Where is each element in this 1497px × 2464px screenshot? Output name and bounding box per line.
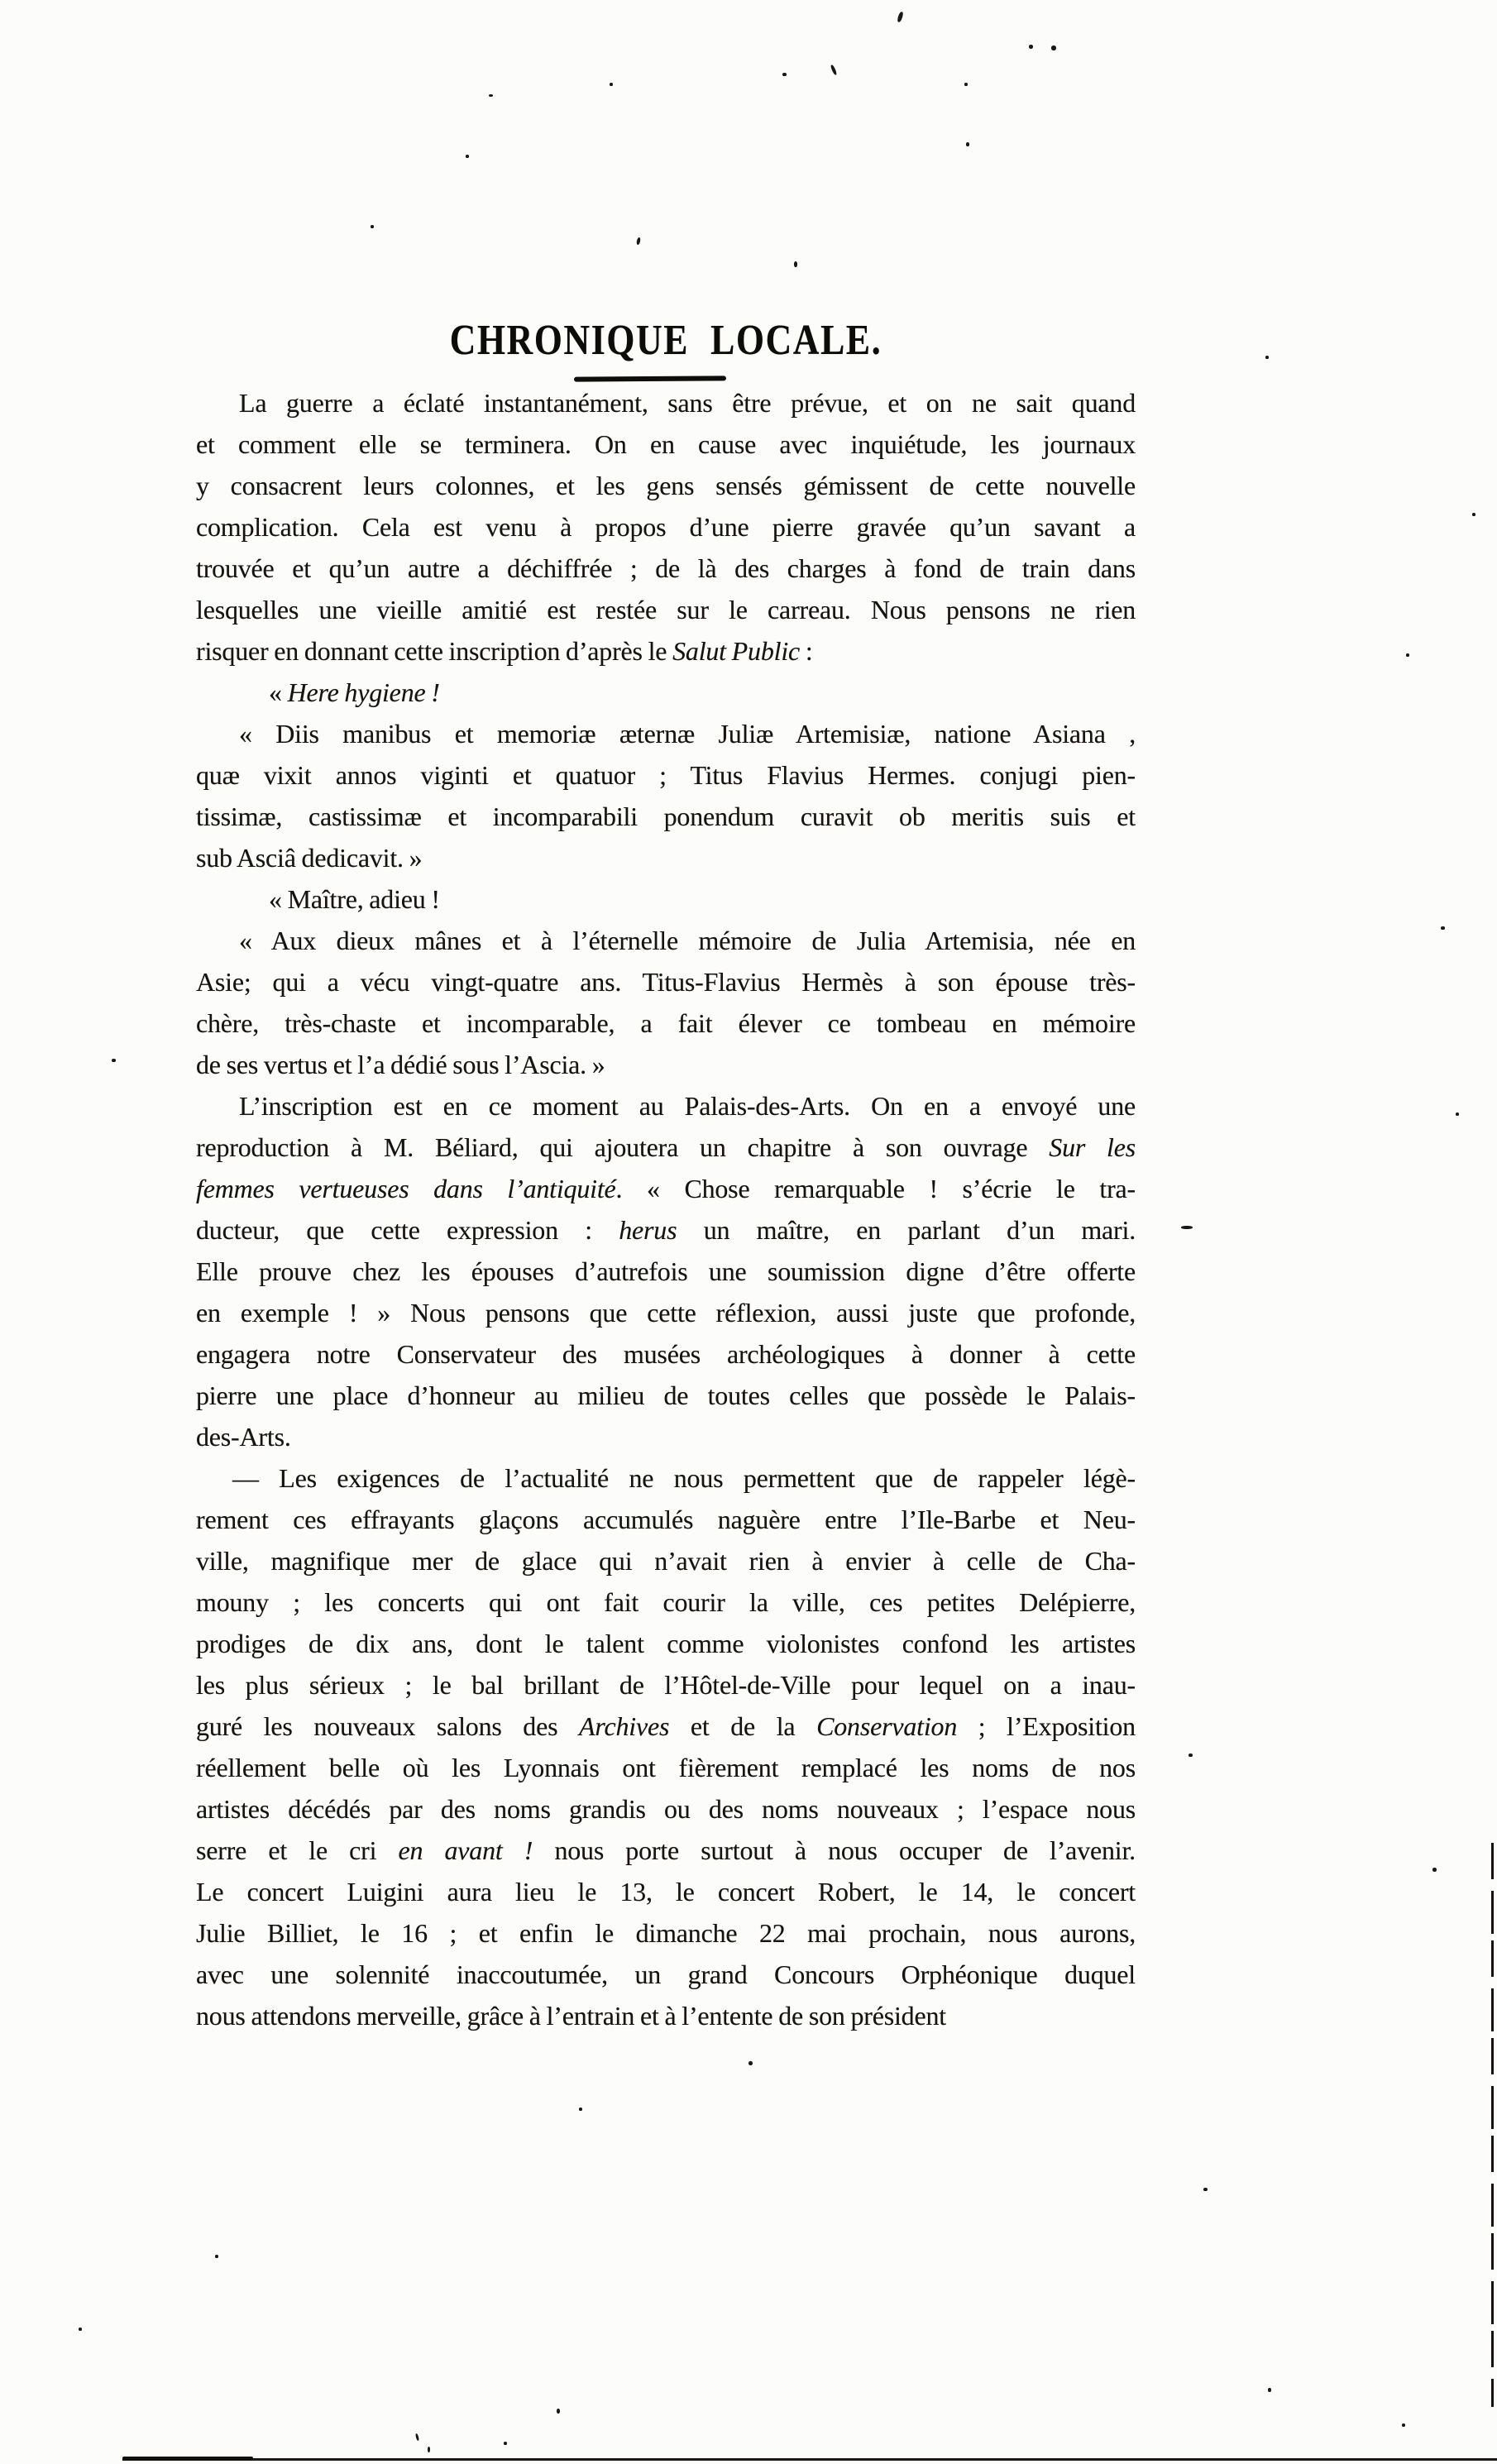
text-line: lesquelles une vieille amitié est restée sur le carreau. Nous pensons ne rien	[196, 595, 1136, 624]
text-line: et comment elle se terminera. On en cause avec inquiétude, les journaux	[196, 429, 1136, 459]
text-line: reproduction à M. Béliard, qui ajoutera un chapitre à son ouvrage Sur les	[196, 1132, 1136, 1162]
text-line: y consacrent leurs colonnes, et les gens sensés gémissent de cette nouvelle	[196, 471, 1136, 500]
text-line: nous attendons merveille, grâce à l’entrain et à l’entente de son président	[196, 2001, 946, 2031]
scan-speck	[215, 2255, 218, 2258]
text-line: « Here hygiene !	[269, 677, 440, 707]
text-line: de ses vertus et l’a dédié sous l’Ascia. »	[196, 1050, 605, 1079]
right-edge-scan-line	[1491, 1843, 1494, 2407]
text-line: Julie Billiet, le 16 ; et enfin le dimanche 22 mai prochain, nous aurons,	[196, 1918, 1136, 1948]
bottom-edge-scan-line-thick	[122, 2457, 253, 2461]
text-line: Le concert Luigini aura lieu le 13, le concert Robert, le 14, le concert	[196, 1877, 1136, 1907]
scan-speck	[794, 261, 797, 267]
scan-speck	[579, 2108, 582, 2111]
scan-speck	[557, 2409, 560, 2414]
text-line: risquer en donnant cette inscription d’après le Salut Public :	[196, 636, 813, 666]
scan-speck	[636, 237, 641, 246]
scan-speck	[830, 65, 838, 76]
text-line: tissimæ, castissimæ et incomparabili ponendum curavit ob meritis suis et	[196, 801, 1136, 831]
text-line: ville, magnifique mer de glace qui n’avait rien à envier à celle de Cha-	[196, 1546, 1136, 1576]
text-line: ducteur, que cette expression : herus un maître, en parlant d’un mari.	[196, 1215, 1136, 1245]
scan-speck	[489, 94, 493, 97]
scan-speck	[428, 2447, 430, 2452]
text-line: sub Asciâ dedicavit. »	[196, 843, 423, 873]
text-line: Asie; qui a vécu vingt-quatre ans. Titus-Flavius Hermès à son épouse très-	[196, 967, 1136, 997]
scan-speck	[415, 2433, 419, 2441]
text-line: des-Arts.	[196, 1422, 291, 1452]
article-title-text: CHRONIQUE LOCALE.	[449, 317, 882, 364]
text-line: guré les nouveaux salons des Archives et de la Conservation ; l’Exposition	[196, 1711, 1136, 1741]
text-line: femmes vertueuses dans l’antiquité. « Chose remarquable ! s’écrie le tra-	[196, 1174, 1136, 1203]
text-line: serre et le cri en avant ! nous porte surtout à nous occuper de l’avenir.	[196, 1835, 1136, 1865]
text-line: rement ces effrayants glaçons accumulés naguère entre l’Ile-Barbe et Neu-	[196, 1505, 1136, 1534]
scan-speck	[1402, 2423, 1405, 2427]
text-line: mouny ; les concerts qui ont fait courir la ville, ces petites Delépierre,	[196, 1587, 1136, 1617]
text-line: Elle prouve chez les épouses d’autrefois une soumission digne d’être offerte	[196, 1256, 1136, 1286]
scan-speck	[966, 142, 969, 146]
scan-speck	[1189, 1754, 1193, 1757]
title-divider-rule	[574, 376, 726, 381]
scan-speck	[1472, 513, 1475, 516]
text-line: La guerre a éclaté instantanément, sans être prévue, et on ne sait quand	[239, 388, 1136, 418]
scan-speck	[1432, 1868, 1437, 1872]
text-line: « Aux dieux mânes et à l’éternelle mémoire de Julia Artemisia, née en	[239, 926, 1136, 955]
text-line: complication. Cela est venu à propos d’une pierre gravée qu’un savant a	[196, 512, 1136, 542]
scan-speck	[897, 12, 904, 23]
scan-speck	[1441, 926, 1445, 930]
scan-speck	[782, 73, 787, 76]
scan-speck	[466, 155, 469, 158]
scan-speck	[964, 83, 968, 86]
text-line: « Diis manibus et memoriæ æternæ Juliæ Artemisiæ, natione Asiana ,	[239, 719, 1136, 749]
scan-speck	[112, 1059, 116, 1062]
scan-speck	[1406, 653, 1409, 657]
bottom-edge-scan-line	[122, 2458, 1497, 2461]
text-line: prodiges de dix ans, dont le talent comme violonistes confond les artistes	[196, 1629, 1136, 1658]
article-title	[196, 317, 1136, 365]
text-line: réellement belle où les Lyonnais ont fièrement remplacé les noms de nos	[196, 1753, 1136, 1782]
text-line: en exemple ! » Nous pensons que cette réflexion, aussi juste que profonde,	[196, 1298, 1136, 1328]
scan-speck	[1181, 1226, 1193, 1229]
scan-speck	[1265, 356, 1269, 359]
text-line: engagera notre Conservateur des musées archéologiques à donner à cette	[196, 1339, 1136, 1369]
scan-speck	[610, 83, 613, 86]
text-line: les plus sérieux ; le bal brillant de l’Hôtel-de-Ville pour lequel on a inau-	[196, 1670, 1136, 1700]
scan-speck	[748, 2061, 753, 2065]
text-line: chère, très-chaste et incomparable, a fait élever ce tombeau en mémoire	[196, 1008, 1136, 1038]
scan-speck	[1268, 2388, 1271, 2392]
scan-speck	[1456, 1112, 1459, 1116]
text-line: quæ vixit annos viginti et quatuor ; Titus Flavius Hermes. conjugi pien-	[196, 760, 1136, 790]
text-line: L’inscription est en ce moment au Palais-des-Arts. On en a envoyé une	[239, 1091, 1136, 1121]
scan-speck	[371, 225, 374, 228]
text-line: pierre une place d’honneur au milieu de toutes celles que possède le Palais-	[196, 1380, 1136, 1410]
text-line: artistes décédés par des noms grandis ou des noms nouveaux ; l’espace nous	[196, 1794, 1136, 1824]
scan-speck	[504, 2442, 507, 2445]
text-line: « Maître, adieu !	[269, 884, 440, 914]
text-line: — Les exigences de l’actualité ne nous permettent que de rappeler légè-	[232, 1463, 1136, 1493]
article-body	[196, 382, 1136, 2036]
scan-speck	[79, 2328, 82, 2331]
scan-speck	[1051, 45, 1056, 50]
scan-speck	[1203, 2188, 1208, 2191]
scan-speck	[1029, 45, 1033, 49]
text-line: avec une solennité inaccoutumée, un grand Concours Orphéonique duquel	[196, 1959, 1136, 1989]
text-line: trouvée et qu’un autre a déchiffrée ; de là des charges à fond de train dans	[196, 553, 1136, 583]
